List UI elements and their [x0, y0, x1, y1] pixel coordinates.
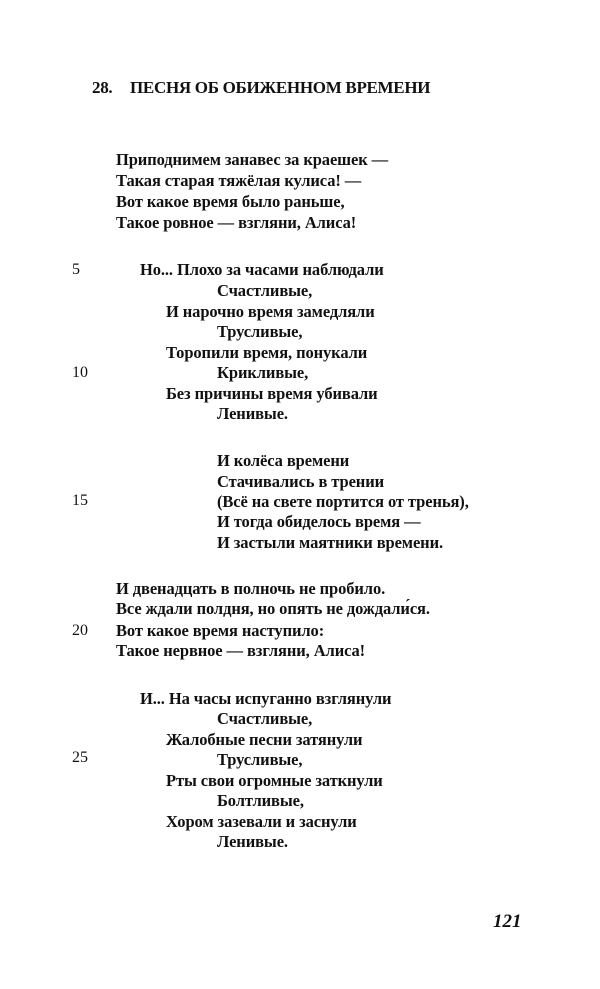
verse-line: Ленивые.: [217, 832, 288, 851]
verse-line: Стачивались в трении: [217, 472, 385, 491]
verse-line: И двенадцать в полночь не пробило.: [116, 579, 386, 598]
verse-line: И... На часы испуганно взглянули: [140, 689, 392, 708]
verse-line: (Всё на свете портится от тренья),: [217, 492, 469, 511]
verse-line: И нарочно время замедляли: [166, 302, 375, 321]
line-number: 25: [72, 749, 88, 766]
poem-number: 28.: [92, 78, 113, 97]
verse-line: Хором зазевали и заснули: [166, 812, 357, 831]
verse-line: Трусливые,: [217, 750, 303, 769]
page-number: 121: [493, 911, 522, 932]
verse-line: Такая старая тяжёлая кулиса! —: [116, 171, 362, 190]
verse-line: И тогда обиделось время —: [217, 512, 421, 531]
verse-line: Без причины время убивали: [166, 384, 378, 403]
verse-line: И колёса времени: [217, 451, 350, 470]
poem-title: ПЕСНЯ ОБ ОБИЖЕННОМ ВРЕМЕНИ: [130, 78, 431, 97]
verse-line: И застыли маятники времени.: [217, 533, 444, 552]
verse-line: Вот какое время наступило:: [116, 621, 325, 640]
verse-line: Но... Плохо за часами наблюдали: [140, 260, 384, 279]
line-number: 10: [72, 364, 88, 381]
line-number: 5: [72, 261, 80, 278]
verse-line: Счастливые,: [217, 281, 313, 300]
verse-line: Болтливые,: [217, 791, 304, 810]
line-number: 15: [72, 492, 88, 509]
verse-line: Вот какое время было раньше,: [116, 192, 345, 211]
verse-line: Ленивые.: [217, 404, 288, 423]
verse-line: Крикливые,: [217, 363, 309, 382]
verse-line: Все ждали полдня, но опять не дождали́ся.: [116, 599, 430, 618]
verse-line: Трусливые,: [217, 322, 303, 341]
verse-line: Такое ровное — взгляни, Алиса!: [116, 213, 357, 232]
verse-line: Счастливые,: [217, 709, 313, 728]
verse-line: Приподнимем занавес за краешек —: [116, 150, 389, 169]
verse-line: Рты свои огромные заткнули: [166, 771, 383, 790]
verse-line: Жалобные песни затянули: [166, 730, 363, 749]
verse-line: Такое нервное — взгляни, Алиса!: [116, 641, 366, 660]
verse-line: Торопили время, понукали: [166, 343, 368, 362]
line-number: 20: [72, 622, 88, 639]
